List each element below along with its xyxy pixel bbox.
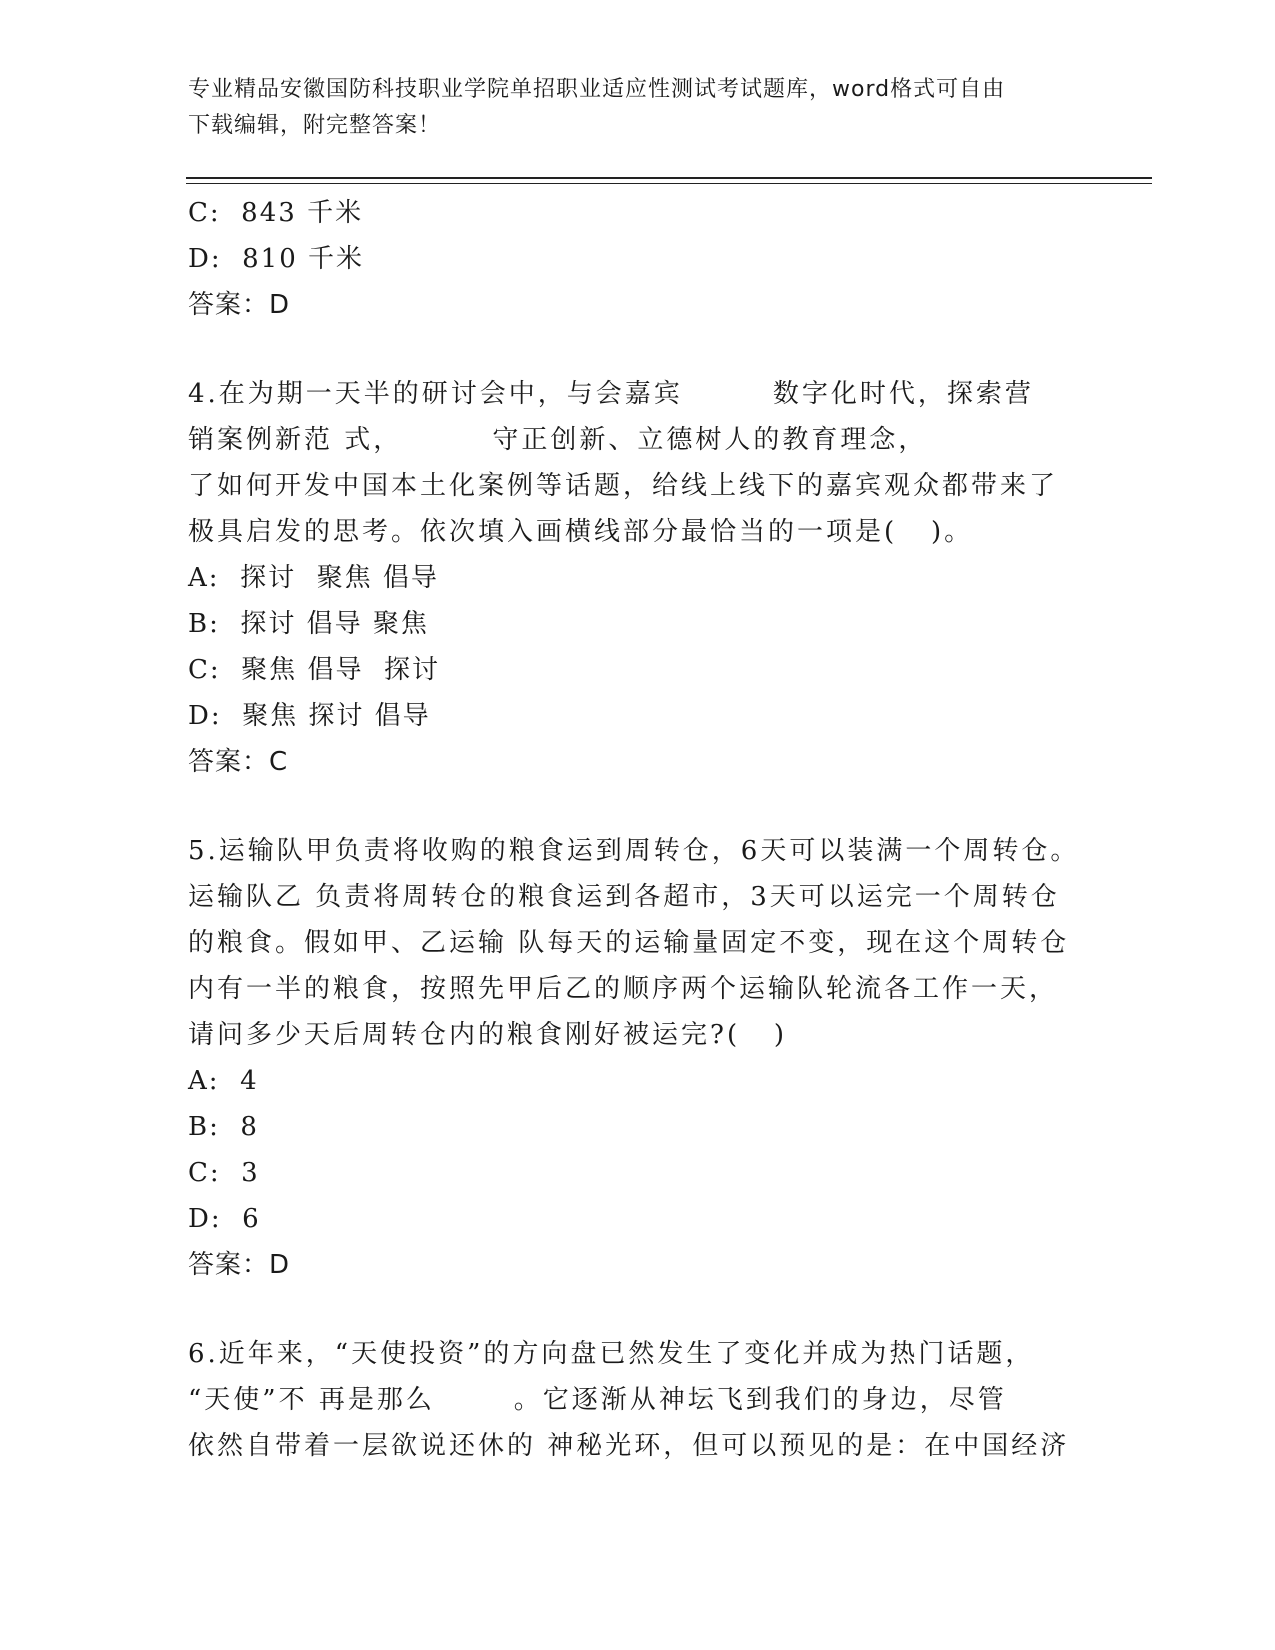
question-text-line: 5.运输队甲负责将收购的粮食运到周转仓，6天可以装满一个周转仓。 [188, 836, 1080, 866]
question-6 [188, 1331, 1088, 1469]
question-text-line: 运输队乙 负责将周转仓的粮食运到各超市，3天可以运完一个周转仓 [188, 882, 1060, 912]
question-text-line: 4.在为期一天半的研讨会中，与会嘉宾 数字化时代，探索营 [188, 379, 1034, 409]
question-text-line: 极具启发的思考。依次填入画横线部分最恰当的一项是( )。 [188, 517, 974, 547]
question-3 [188, 190, 1088, 328]
option-c: C: 3 [188, 1158, 260, 1188]
document-header [188, 72, 1068, 144]
option-c: C: 聚焦 倡导 探讨 [188, 655, 440, 685]
question-text-line: 依然自带着一层欲说还休的 神秘光环，但可以预见的是：在中国经济 [188, 1431, 1070, 1461]
option-a: A: 4 [188, 1066, 259, 1096]
document-body [188, 190, 1088, 1469]
answer-line: 答案：D [188, 290, 291, 320]
option-a: A: 探讨 聚焦 倡导 [188, 563, 439, 593]
header-line-2: 下载编辑，附完整答案！ [188, 113, 442, 138]
question-5 [188, 828, 1088, 1288]
header-divider-thin [186, 183, 1152, 184]
option-b: B: 探讨 倡导 聚焦 [188, 609, 429, 639]
option-d: D: 聚焦 探讨 倡导 [188, 701, 431, 731]
answer-line: 答案：C [188, 747, 289, 777]
question-text-line: 的粮食。假如甲、乙运输 队每天的运输量固定不变，现在这个周转仓 [188, 928, 1070, 958]
question-text-line: “天使”不 再是那么 。它逐渐从神坛飞到我们的身边，尽管 [188, 1385, 1007, 1415]
question-text-line: 6.近年来，“天使投资”的方向盘已然发生了变化并成为热门话题， [188, 1339, 1035, 1369]
option-b: B: 8 [188, 1112, 259, 1142]
answer-line: 答案：D [188, 1250, 291, 1280]
question-text-line: 请问多少天后周转仓内的粮食刚好被运完?( ) [188, 1020, 788, 1050]
option-d: D: 810 千米 [188, 244, 365, 274]
option-c: C: 843 千米 [188, 198, 364, 228]
header-line-1: 专业精品安徽国防科技职业学院单招职业适应性测试考试题库，word格式可自由 [188, 77, 1006, 102]
question-4 [188, 371, 1088, 785]
question-text-line: 内有一半的粮食，按照先甲后乙的顺序两个运输队轮流各工作一天， [188, 974, 1059, 1004]
header-divider [186, 177, 1152, 179]
option-d: D: 6 [188, 1204, 261, 1234]
question-text-line: 销案例新范 式， 守正创新、立德树人的教育理念， [188, 425, 928, 455]
question-text-line: 了如何开发中国本土化案例等话题，给线上线下的嘉宾观众都带来了 [188, 471, 1059, 501]
